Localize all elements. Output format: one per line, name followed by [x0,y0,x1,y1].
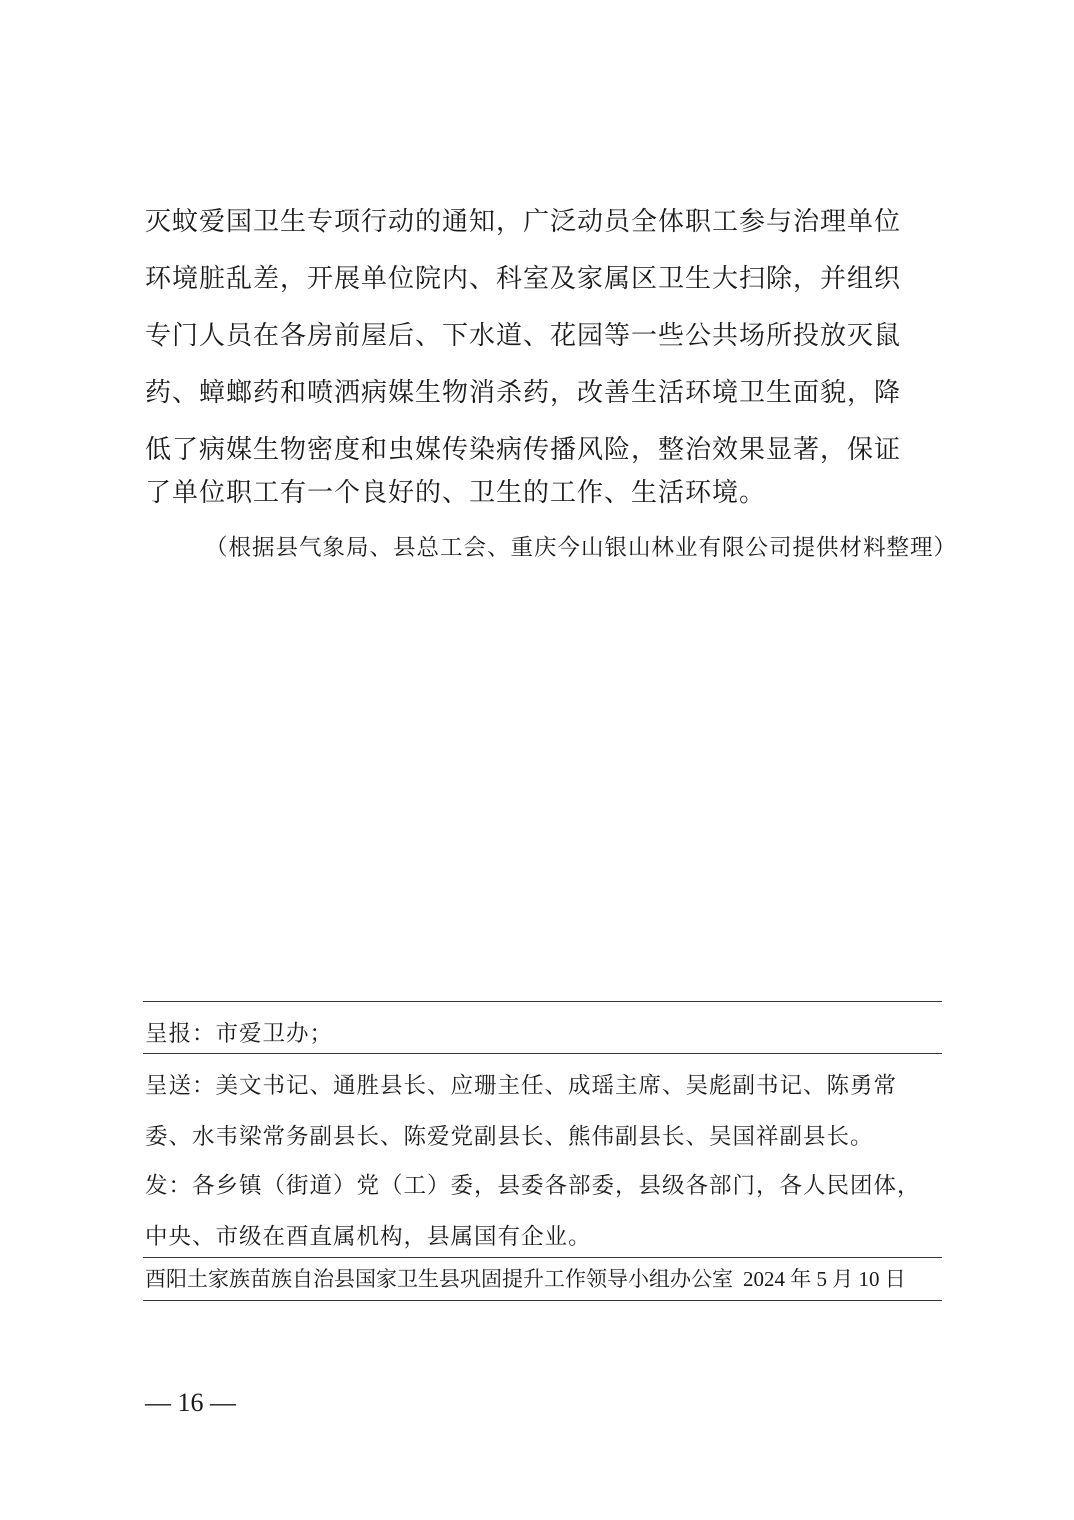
page-number: — 16 — [145,1388,236,1417]
issue-date: 2024 年 5 月 10 日 [743,1267,906,1291]
send-to-line-1: 呈送：美文书记、通胜县长、应珊主任、成瑶主席、吴彪副书记、陈勇常 [145,1073,898,1099]
body-line-4: 药、蟑螂药和喷洒病媒生物消杀药，改善生活环境卫生面貌，降 [145,378,902,408]
report-to: 呈报：市爱卫办； [145,1021,334,1047]
divider-report [143,1053,942,1054]
divider-top [143,1001,942,1002]
body-line-1: 灭蚊爱国卫生专项行动的通知，广泛动员全体职工参与治理单位 [145,207,902,237]
divider-bottom [143,1300,942,1301]
body-line-3: 专门人员在各房前屋后、下水道、花园等一些公共场所投放灭鼠 [145,321,902,351]
source-note: （根据县气象局、县总工会、重庆今山银山林业有限公司提供材料整理） [205,535,958,561]
body-line-2: 环境脏乱差，开展单位院内、科室及家属区卫生大扫除，并组织 [145,264,902,294]
issue-to-line-1: 发：各乡镇（街道）党（工）委，县委各部委，县级各部门，各人民团体， [145,1173,921,1199]
issue-to-line-2: 中央、市级在酉直属机构，县属国有企业。 [145,1224,592,1250]
send-to-line-2: 委、水韦梁常务副县长、陈爱党副县长、熊伟副县长、吴国祥副县长。 [145,1124,874,1150]
issuer: 酉阳土家族苗族自治县国家卫生县巩固提升工作领导小组办公室 [145,1267,733,1291]
body-line-6: 了单位职工有一个良好的、卫生的工作、生活环境。 [145,478,767,508]
divider-issue [143,1257,942,1258]
body-line-5: 低了病媒生物密度和虫媒传染病传播风险，整治效果显著，保证 [145,435,902,465]
issuer-line [145,1262,906,1296]
